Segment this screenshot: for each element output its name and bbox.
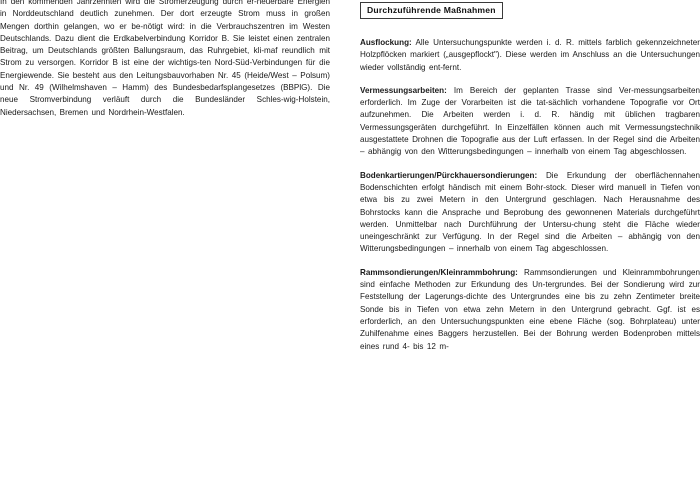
measure-text-ausflockung: Alle Untersuchungspunkte werden i. d. R. mittels farblich gekennzeichneter Holzpflöcken markiert („ausgepflockt"). Diese werden im Anschluss an die Untersuchungen wieder vollständig ent-fernt. [360, 38, 700, 72]
measure-title-ausflockung: Ausflockung: [360, 38, 412, 47]
measure-block-ausflockung [360, 37, 700, 74]
left-column-clip [0, 0, 330, 165]
measure-text-vermessungsarbeiten: Im Bereich der geplanten Trasse sind Ver-messungsarbeiten erforderlich. Im Zuge der Vorarbeiten ist die tat-sächlich vorhandene Topografie vor Ort aufzunehmen. Die Arbeiten werden i. d. R. händig mit üblichen tragbaren Vermessungsgeräten durchgeführt. In Einzelfällen können auch mit Vermessungstechnik ausgestattete Drohnen die Topografie aus der Luft erfassen. In der Regel sind die Arbeiten – abhängig von den Witterungsbedingungen – innerhalb von einem Tag abgeschlossen. [360, 85, 700, 157]
measure-title-bodenkartierungen: Bodenkartierungen/Pürckhauersondierungen: [360, 170, 538, 180]
measure-block-bodenkartierungen [360, 170, 700, 256]
measure-title-rammsondierungen: Rammsondierungen/Kleinrammbohrung: [360, 267, 518, 277]
left-paragraph-1: In den kommenden Jahrzehnten wird die Stromerzeugung durch er-neuerbare Energien in Norddeutschland deutlich zunehmen. Der dort erzeugte Strom muss in großen Mengen dorthin gelangen, wo er be-nötigt wird: in die Verbrauchszentren im Westen Deutschlands. Dazu dient die Erdkabelverbindung Korridor B. Sie leistet einen zentralen Beitrag, um Deutschlands größten Ballungsraum, das Ruhrgebiet, kli-maf reundlich mit Strom zu versorgen. Korridor B ist eine der wichtigs-ten Nord-Süd-Verbindungen für die Energiewende. Sie besteht aus den Leitungsbauvorhaben Nr. 45 (Heide/West – Polsum) und Nr. 49 (Wilhelmshaven – Hamm) des Bundesbedarfsplangesetzes (BBPlG). Die neue Stromverbindung verläuft durch die Bundesländer Schles-wig-Holstein, Niedersachsen, Bremen und Nordrhein-Westfalen. [0, 0, 330, 117]
right-column-clip [360, 0, 700, 485]
measure-text-rammsondierungen: Rammsondierungen und Kleinrammbohrungen sind einfache Methoden zur Erkundung des Un-tergrundes. Bei der Sondierung wird zur Feststellung der Lagerungs-dichte des Untergrundes eine bis zu zehn Zentimeter breite Sonde bis in Tiefen von etwa zehn Metern in den Untergrund gebracht. Ggf. ist es erforderlich, an den Untersuchungspunkten eine ebene Fläche (sog. Bohrplateau) unter Zuhilfenahme eines Baggers herzustellen. Bei der Bohrung werden Bodenproben mittels eines rund 4- bis 12 m- [360, 267, 700, 351]
section-heading-massnahmen: Durchzuführende Maßnahmen [360, 2, 503, 19]
measure-title-vermessungsarbeiten: Vermessungsarbeiten: [360, 85, 447, 95]
measure-block-vermessungsarbeiten [360, 85, 700, 159]
measure-text-bodenkartierungen: Die Erkundung der oberflächennahen Bodenschichten erfolgt händisch mit einem Bohr-stock. Dieser wird manuell in Tiefen von etwa bis zu zwei Metern in den Untergrund geschlagen. Nach Herausnahme des Bohrstocks kann die Ansprache und Beprobung des gewonnenen Materials durchgeführt werden. Unmittelbar nach Durchführung der Untersu-chung steht die Fläche wieder uneingeschränkt zur Verfügung. In der Regel sind die Arbeiten – abhängig von den Witterungsbedingungen – innerhalb von einem Tag abgeschlossen. [360, 170, 700, 254]
measure-block-rammsondierungen [360, 267, 700, 353]
